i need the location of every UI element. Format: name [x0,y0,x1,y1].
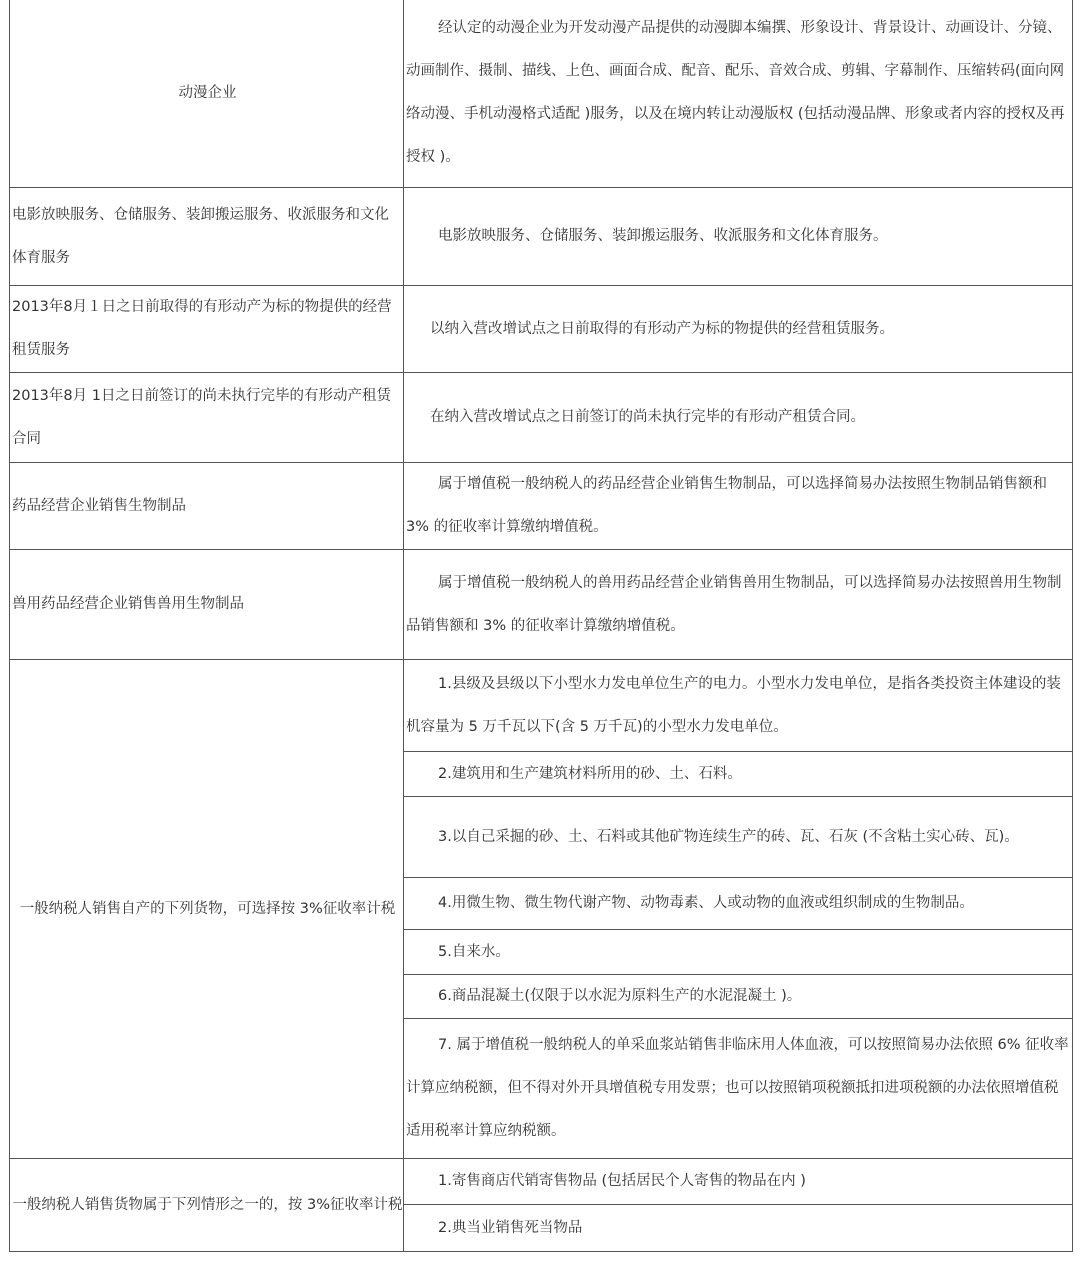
category-cell [10,188,404,286]
description-text: 属于增值税一般纳税人的药品经营企业销售生物制品，可以选择简易办法按照生物制品销售额和 3% 的征收率计算缴纳增值税。 [406,476,1047,535]
category-cell [10,373,404,463]
group-category-cell [10,1159,404,1252]
category-text: 电影放映服务、仓储服务、装卸搬运服务、收派服务和文化体育服务 [12,206,389,266]
table-row [10,286,1073,373]
table-row [10,373,1073,463]
description-cell [404,550,1073,660]
item-cell [404,1159,1073,1205]
item-cell [404,930,1073,975]
category-cell [10,0,404,188]
item-cell [404,878,1073,930]
group-category-cell [10,660,404,1159]
category-text: 药品经营企业销售生物制品 [12,497,186,514]
description-cell [404,373,1073,463]
item-text: 7. 属于增值税一般纳税人的单采血浆站销售非临床用人体血液，可以按照简易办法依照 6% 征收率计算应纳税额，但不得对外开具增值税专用发票；也可以按照销项税额抵扣进项税额的办法依照增值税适用税率计算应纳税额。 [406,1037,1069,1139]
tax-policy-table [9,0,1073,1252]
table-row [10,463,1073,550]
item-text: 2.典当业销售死当物品 [438,1219,583,1236]
item-cell [404,660,1073,752]
group-category-text: 一般纳税人销售货物属于下列情形之一的，按 3%征收率计税 [12,1196,403,1213]
description-cell [404,188,1073,286]
description-text: 在纳入营改增试点之日前签订的尚未执行完毕的有形动产租赁合同。 [430,409,865,425]
item-cell [404,975,1073,1019]
description-cell [404,463,1073,550]
category-cell [10,286,404,373]
item-text: 2.建筑用和生产建筑材料所用的砂、土、石料。 [438,765,742,782]
category-text: 2013年8月１日之日前取得的有形动产为标的物提供的经营租赁服务 [12,299,392,358]
item-text: 4.用微生物、微生物代谢产物、动物毒素、人或动物的血液或组织制成的生物制品。 [438,895,974,911]
item-cell [404,797,1073,878]
table-row [10,550,1073,660]
category-cell [10,463,404,550]
description-cell [404,286,1073,373]
table-row [10,0,1073,188]
description-text: 电影放映服务、仓储服务、装卸搬运服务、收派服务和文化体育服务。 [438,228,888,244]
item-text: 6.商品混凝土(仅限于以水泥为原料生产的水泥混凝土 )。 [438,988,802,1004]
item-text: 5.自来水。 [438,943,510,960]
description-text: 经认定的动漫企业为开发动漫产品提供的动漫脚本编撰、形象设计、背景设计、动画设计、分镜、动画制作、摄制、描线、上色、画面合成、配音、配乐、音效合成、剪辑、字幕制作、压缩转码(面向网络动漫、手机动漫格式适配 )服务，以及在境内转让动漫版权 (包括动漫品牌、形象或者内容的授权及再授权 )。 [406,20,1065,165]
item-cell [404,752,1073,797]
table-row [10,660,1073,752]
item-text: 1.寄售商店代销寄售物品 (包括居民个人寄售的物品在内 ) [438,1173,806,1189]
item-cell [404,1019,1073,1159]
category-text: 兽用药品经营企业销售兽用生物制品 [12,596,244,612]
group-category-text: 一般纳税人销售自产的下列货物，可选择按 3%征收率计税 [19,900,396,917]
table-row [10,188,1073,286]
item-cell [404,1205,1073,1252]
table-row [10,1159,1073,1205]
item-text: 1.县级及县级以下小型水力发电单位生产的电力。小型水力发电单位，是指各类投资主体建设的装机容量为 5 万千瓦以下(含 5 万千瓦)的小型水力发电单位。 [406,675,1061,735]
description-cell [404,0,1073,188]
item-text: 3.以自己采掘的砂、土、石料或其他矿物连续生产的砖、瓦、石灰 (不含粘土实心砖、瓦)。 [438,828,1019,845]
description-text: 属于增值税一般纳税人的兽用药品经营企业销售兽用生物制品，可以选择简易办法按照兽用生物制品销售额和 3% 的征收率计算缴纳增值税。 [406,574,1062,634]
category-cell [10,550,404,660]
description-text: 以纳入营改增试点之日前取得的有形动产为标的物提供的经营租赁服务。 [430,320,894,337]
category-text: 动漫企业 [178,84,237,101]
category-text: 2013年8月 1日之日前签订的尚未执行完毕的有形动产租赁合同 [12,387,391,447]
